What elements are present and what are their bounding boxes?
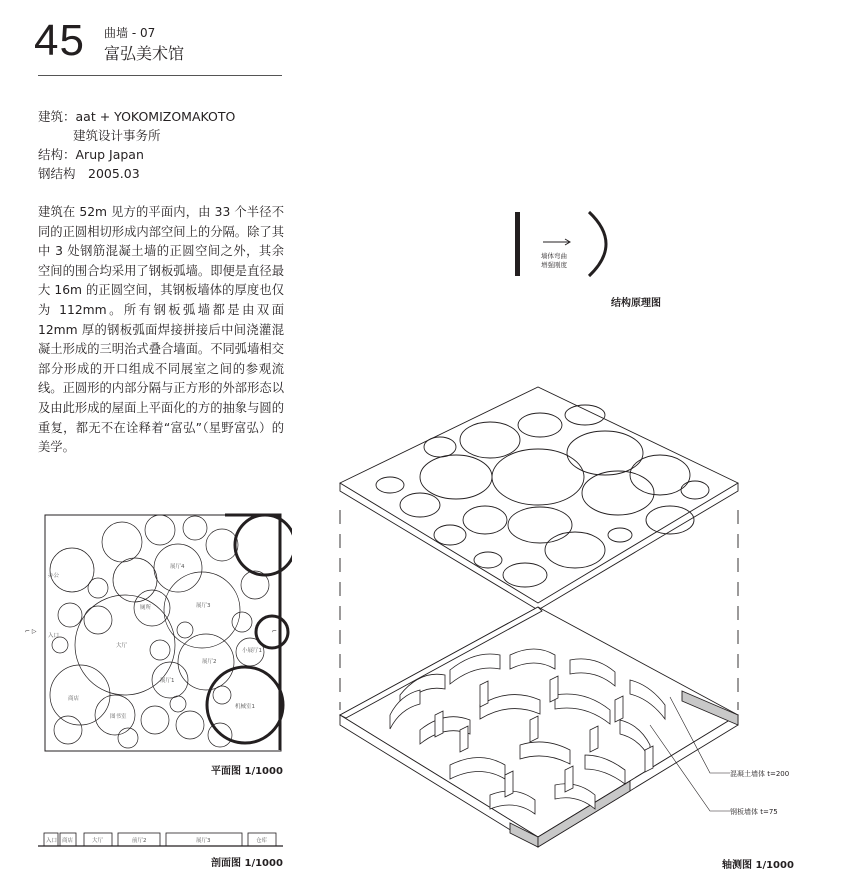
svg-text:厕所: 厕所 — [140, 605, 152, 611]
structure-principle-diagram — [505, 208, 625, 284]
svg-text:入口: 入口 — [48, 633, 60, 639]
credit-structure: 结构：Arup Japan — [38, 147, 144, 162]
plan-caption: 平面图 1/1000 — [211, 766, 283, 777]
svg-text:办公: 办公 — [48, 573, 60, 579]
svg-text:入口: 入口 — [46, 838, 58, 844]
project-title: 富弘美术馆 — [104, 44, 185, 63]
plan-room-label: 大厅 — [116, 643, 128, 649]
straight-wall-icon — [515, 212, 520, 276]
chapter-subtitle: 曲墙 - 07 — [104, 26, 156, 40]
svg-text:商店: 商店 — [68, 696, 80, 702]
credit-architect-2: 建筑设计事务所 — [73, 128, 161, 143]
svg-text:⌐ ▷: ⌐ ▷ — [25, 628, 37, 635]
svg-text:小展厅1: 小展厅1 — [242, 648, 262, 654]
concrete-wall-label: 混凝土墙体 t=200 — [730, 770, 790, 778]
principle-label-1: 墙体弯曲 — [541, 252, 567, 260]
axonometric-drawing — [330, 385, 810, 855]
svg-text:前厅2: 前厅2 — [132, 838, 147, 844]
section-drawing — [38, 830, 283, 848]
axo-caption: 轴测图 1/1000 — [722, 860, 794, 871]
svg-text:展厅3: 展厅3 — [196, 838, 211, 844]
page-number: 45 — [34, 16, 85, 65]
svg-text:展厅3: 展厅3 — [196, 603, 211, 609]
svg-text:展厅1: 展厅1 — [160, 678, 175, 684]
svg-text:图书室: 图书室 — [110, 714, 127, 720]
title-rule — [38, 75, 282, 76]
credit-system: 钢结构 2005.03 — [38, 166, 140, 181]
credit-architect: 建筑：aat + YOKOMIZOMAKOTO — [38, 109, 236, 124]
section-caption: 剖面图 1/1000 — [211, 858, 283, 869]
svg-text:机械室1: 机械室1 — [235, 704, 255, 710]
svg-text:展厅4: 展厅4 — [170, 564, 185, 570]
steel-wall-label: 钢板墙体 t=75 — [730, 808, 778, 816]
principle-caption: 结构原理图 — [611, 298, 661, 309]
curved-wall-icon — [589, 212, 606, 276]
svg-text:仓库: 仓库 — [256, 838, 268, 844]
svg-text:展厅2: 展厅2 — [202, 659, 217, 665]
svg-text:商店: 商店 — [62, 838, 74, 844]
principle-label-2: 增强刚度 — [541, 261, 567, 269]
description-text: 建筑在 52m 见方的平面内，由 33 个半径不同的正圆相切形成内部空间上的分隔。除了其中 3 处钢筋混凝土墙的正圆空间之外，其余空间的围合均采用了钢板弧墙。即便是直径最大 16m 的正圆空间，其钢板墙体的厚度也仅为 112mm。所有钢板弧墙都是由双面 12mm 厚的钢板弧面焊接拼接后中间浇灌混凝土形成的三明治式叠合墙面。不同弧墙相交部分形成的开口组成不同展室之间的参观流线。正圆形的内部分隔与正方形的外部形态以及由此形成的屋面上平面化的方的抽象与圆的重复，都无不在诠释着“富弘”（星野富弘）的美学。 — [38, 205, 284, 455]
svg-text:⌐: ⌐ — [272, 628, 278, 635]
floor-plan — [10, 510, 292, 755]
svg-text:大厅: 大厅 — [92, 838, 104, 844]
